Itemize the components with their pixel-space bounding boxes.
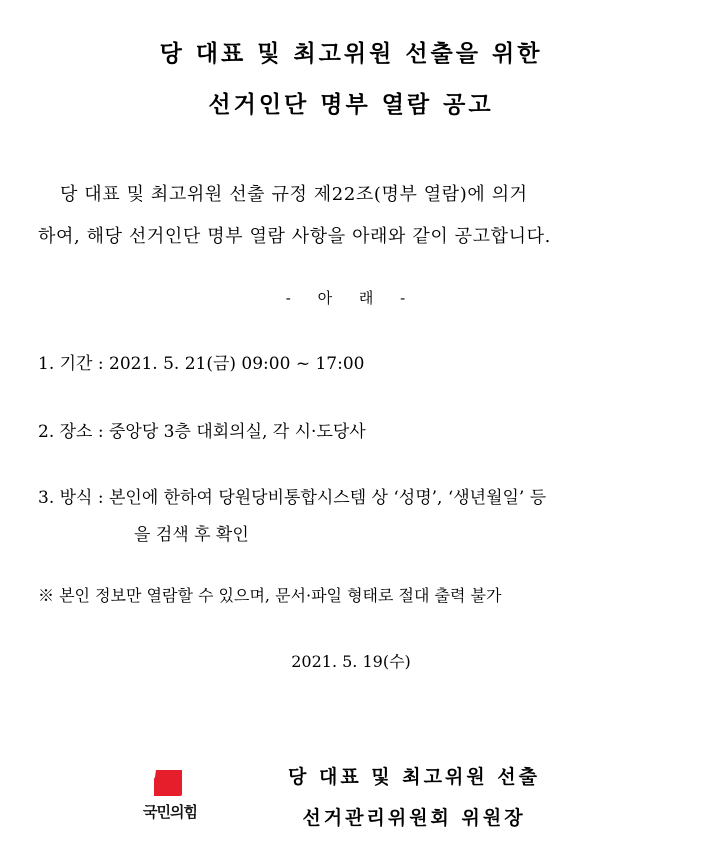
item-method: 3. 방식 : 본인에 한하여 당원당비통합시스템 상 ‘성명’, ‘생년월일’ 등 bbox=[38, 488, 547, 508]
signature-line-2: 선거관리위원회 위원장 bbox=[302, 807, 526, 829]
item-place: 2. 장소 : 중앙당 3층 대회의실, 각 시·도당사 bbox=[38, 422, 366, 442]
issue-date: 2021. 5. 19(수) bbox=[291, 652, 411, 671]
item-period: 1. 기간 : 2021. 5. 21(금) 09:00 ~ 17:00 bbox=[38, 354, 365, 374]
item-method-continuation: 을 검색 후 확인 bbox=[134, 525, 249, 545]
notice-heading: - 아 래 - bbox=[285, 289, 417, 307]
intro-line-2: 하여, 해당 선거인단 명부 열람 사항을 아래와 같이 공고합니다. bbox=[38, 226, 551, 247]
intro-line-1: 당 대표 및 최고위원 선출 규정 제22조(명부 열람)에 의거 bbox=[60, 184, 528, 205]
title-line-2: 선거인단 명부 열람 공고 bbox=[208, 91, 494, 118]
title-line-1: 당 대표 및 최고위원 선출을 위한 bbox=[159, 40, 543, 67]
party-logo bbox=[134, 768, 206, 828]
note-text: ※ 본인 정보만 열람할 수 있으며, 문서·파일 형태로 절대 출력 불가 bbox=[38, 586, 502, 605]
signature-line-1: 당 대표 및 최고위원 선출 bbox=[288, 766, 540, 788]
party-logo-text: 국민의힘 bbox=[143, 803, 197, 821]
party-logo-mark-icon bbox=[152, 768, 186, 798]
